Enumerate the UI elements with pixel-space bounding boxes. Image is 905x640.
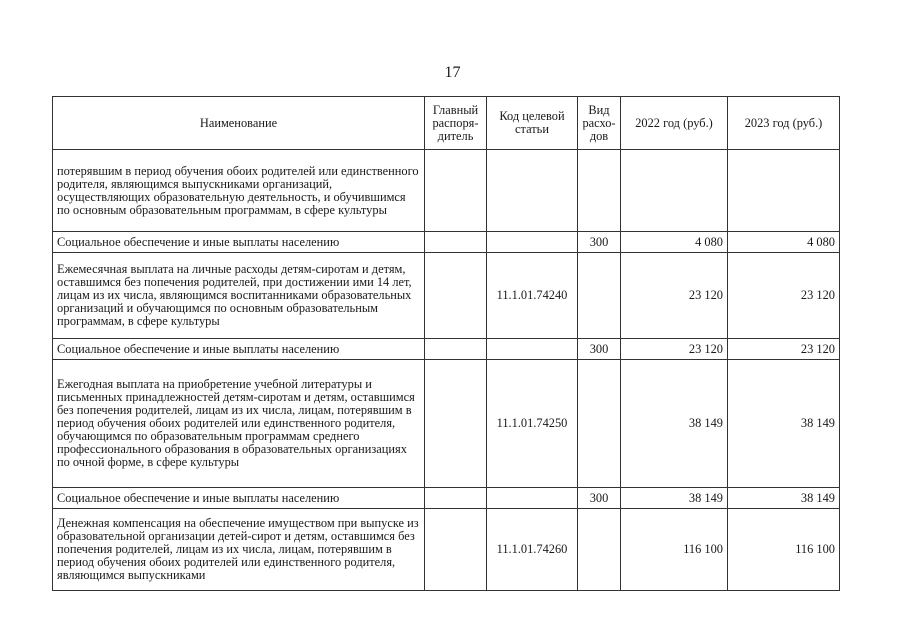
row-expense-type — [578, 360, 621, 488]
row-distributor — [425, 509, 487, 591]
page-number: 17 — [444, 64, 461, 81]
row-name: Ежемесячная выплата на личные расходы детям-сиротам и детям, оставшимся без попечения родителей, при достижении ими 14 лет, лицам из их числа, являющимся воспитанниками образовательных организаций и обучающимся по основным образовательным программам, в сфере культуры — [53, 253, 425, 339]
table-row — [53, 360, 840, 488]
header-name: Наименование — [53, 97, 425, 150]
row-target-code — [487, 150, 578, 232]
table-row — [53, 253, 840, 339]
table-header-row — [53, 97, 840, 150]
table-row — [53, 150, 840, 232]
row-distributor — [425, 360, 487, 488]
row-target-code — [487, 488, 578, 509]
row-distributor — [425, 253, 487, 339]
table-row — [53, 509, 840, 591]
row-year-2023: 116 100 — [728, 509, 840, 591]
row-year-2023: 23 120 — [728, 339, 840, 360]
row-year-2023: 38 149 — [728, 488, 840, 509]
row-year-2023: 4 080 — [728, 232, 840, 253]
row-name: Социальное обеспечение и иные выплаты населению — [53, 232, 425, 253]
budget-table — [52, 96, 840, 591]
row-target-code: 11.1.01.74240 — [487, 253, 578, 339]
row-name: Ежегодная выплата на приобретение учебной литературы и письменных принадлежностей детям-сиротам и детям, оставшимся без попечения родителей, лицам из их числа, лицам, потерявшим в период обучения обоих родителей или единственного родителя, обучающимся по образовательным программам среднего профессионального образования в образовательных организациях по очной форме, в сфере культуры — [53, 360, 425, 488]
row-expense-type — [578, 509, 621, 591]
row-year-2023 — [728, 150, 840, 232]
row-name: Денежная компенсация на обеспечение имуществом при выпуске из образовательной организации детей-сирот и детям, оставшимся без попечения родителей, лицам из их числа, лицам, потерявшим в период обучения обоих родителей или единственного родителя, являющимся выпускниками — [53, 509, 425, 591]
header-year-2022: 2022 год (руб.) — [621, 97, 728, 150]
row-distributor — [425, 339, 487, 360]
row-year-2022: 38 149 — [621, 488, 728, 509]
row-target-code — [487, 339, 578, 360]
header-distributor: Главный распоря-дитель — [425, 97, 487, 150]
table-row — [53, 488, 840, 509]
row-target-code: 11.1.01.74250 — [487, 360, 578, 488]
row-distributor — [425, 150, 487, 232]
row-expense-type: 300 — [578, 488, 621, 509]
row-expense-type: 300 — [578, 232, 621, 253]
row-year-2022 — [621, 150, 728, 232]
row-expense-type — [578, 150, 621, 232]
row-expense-type — [578, 253, 621, 339]
row-expense-type: 300 — [578, 339, 621, 360]
table-row — [53, 232, 840, 253]
row-year-2022: 23 120 — [621, 253, 728, 339]
row-year-2022: 116 100 — [621, 509, 728, 591]
row-year-2022: 38 149 — [621, 360, 728, 488]
row-name: Социальное обеспечение и иные выплаты населению — [53, 488, 425, 509]
row-name: Социальное обеспечение и иные выплаты населению — [53, 339, 425, 360]
header-target-code: Код целевой статьи — [487, 97, 578, 150]
row-name: потерявшим в период обучения обоих родителей или единственного родителя, являющимся выпускниками организаций, осуществляющих образовательную деятельность, и обучившимся по основным образовательным программам, в сфере культуры — [53, 150, 425, 232]
row-target-code: 11.1.01.74260 — [487, 509, 578, 591]
row-distributor — [425, 488, 487, 509]
header-expense-type: Вид расхо-дов — [578, 97, 621, 150]
table-row — [53, 339, 840, 360]
row-year-2022: 23 120 — [621, 339, 728, 360]
row-year-2022: 4 080 — [621, 232, 728, 253]
header-year-2023: 2023 год (руб.) — [728, 97, 840, 150]
row-target-code — [487, 232, 578, 253]
row-year-2023: 23 120 — [728, 253, 840, 339]
row-year-2023: 38 149 — [728, 360, 840, 488]
row-distributor — [425, 232, 487, 253]
